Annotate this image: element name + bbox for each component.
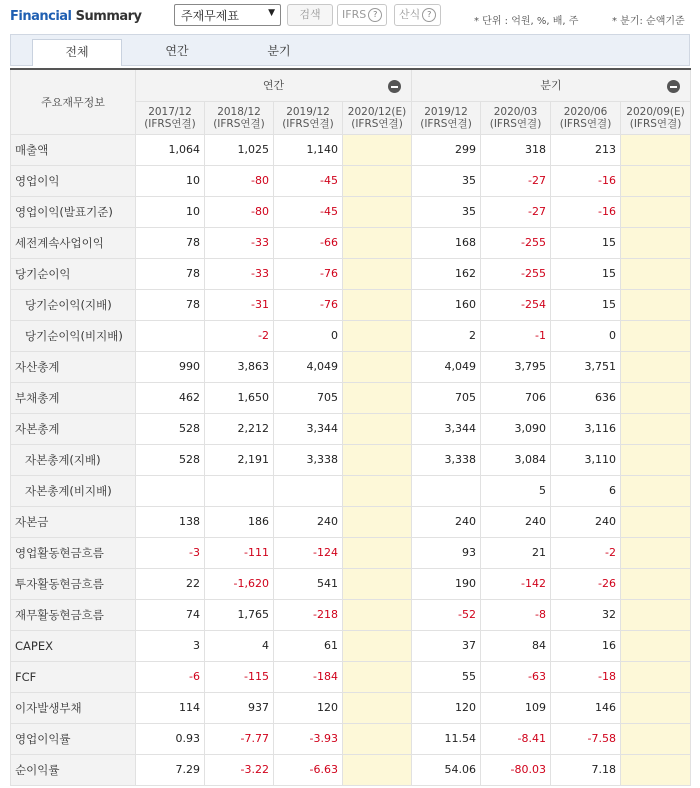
table-cell: 55 (412, 661, 481, 692)
table-cell (621, 413, 691, 444)
table-cell: -1 (481, 320, 551, 351)
table-cell: 3 (136, 630, 205, 661)
table-cell: 706 (481, 382, 551, 413)
table-cell: 3,795 (481, 351, 551, 382)
table-row (11, 289, 691, 320)
table-cell: 168 (412, 227, 481, 258)
table-row (11, 351, 691, 382)
table-row (11, 754, 691, 785)
table-cell: -16 (551, 165, 621, 196)
row-label[interactable]: 자본총계(비지배) (11, 475, 136, 506)
table-cell (274, 475, 343, 506)
group-header-quarter (412, 69, 691, 101)
table-cell: -80 (205, 165, 274, 196)
table-cell: 190 (412, 568, 481, 599)
table-cell: -26 (551, 568, 621, 599)
table-row (11, 227, 691, 258)
table-cell (621, 692, 691, 723)
table-cell: 937 (205, 692, 274, 723)
table-cell: 120 (412, 692, 481, 723)
table-cell (343, 289, 412, 320)
column-header (136, 101, 205, 134)
table-cell: -45 (274, 196, 343, 227)
table-cell: 3,090 (481, 413, 551, 444)
table-cell: 35 (412, 165, 481, 196)
row-label[interactable]: CAPEX (11, 630, 136, 661)
row-label[interactable]: 당기순이익(비지배) (11, 320, 136, 351)
table-cell: 138 (136, 506, 205, 537)
table-cell: 4,049 (274, 351, 343, 382)
table-cell: 3,338 (274, 444, 343, 475)
table-row (11, 630, 691, 661)
row-label[interactable]: 자본금 (11, 506, 136, 537)
table-cell (621, 599, 691, 630)
unit-note: * 단위 : 억원, %, 배, 주 (474, 16, 579, 27)
table-cell: 213 (551, 134, 621, 165)
table-cell: 54.06 (412, 754, 481, 785)
table-cell (621, 723, 691, 754)
table-cell: 162 (412, 258, 481, 289)
column-period: 2020/12(E) (347, 105, 407, 118)
table-cell (621, 258, 691, 289)
table-row (11, 165, 691, 196)
table-cell: -80.03 (481, 754, 551, 785)
table-row (11, 568, 691, 599)
table-cell (136, 475, 205, 506)
table-cell: -18 (551, 661, 621, 692)
table-cell: 22 (136, 568, 205, 599)
table-cell: 240 (274, 506, 343, 537)
row-label[interactable]: 영업이익 (11, 165, 136, 196)
question-icon: ? (422, 8, 436, 22)
table-cell: 0.93 (136, 723, 205, 754)
page-title (10, 9, 142, 24)
table-cell (621, 568, 691, 599)
statement-select-value: 주재무제표 (181, 9, 239, 23)
table-cell: -255 (481, 227, 551, 258)
table-cell: -63 (481, 661, 551, 692)
table-cell: 32 (551, 599, 621, 630)
question-icon: ? (368, 8, 382, 22)
table-row (11, 444, 691, 475)
table-cell (343, 258, 412, 289)
column-period: 2017/12 (148, 105, 192, 118)
table-cell: 1,765 (205, 599, 274, 630)
column-period: 2018/12 (217, 105, 261, 118)
table-cell: 1,064 (136, 134, 205, 165)
table-cell: 120 (274, 692, 343, 723)
column-basis: (IFRS연결) (213, 117, 265, 130)
table-cell: 35 (412, 196, 481, 227)
column-header (205, 101, 274, 134)
financial-summary-table (10, 68, 691, 786)
table-row (11, 134, 691, 165)
column-header (274, 101, 343, 134)
table-cell: -31 (205, 289, 274, 320)
table-cell: 528 (136, 413, 205, 444)
table-cell: 15 (551, 258, 621, 289)
table-cell: 3,084 (481, 444, 551, 475)
table-cell: 299 (412, 134, 481, 165)
table-row (11, 506, 691, 537)
basis-note: * 분기: 순액기준 (612, 16, 685, 27)
table-cell (343, 537, 412, 568)
table-cell: 10 (136, 165, 205, 196)
column-period: 2020/06 (563, 105, 608, 118)
table-cell: 78 (136, 258, 205, 289)
table-cell: 21 (481, 537, 551, 568)
table-cell: 240 (551, 506, 621, 537)
table-cell: -255 (481, 258, 551, 289)
group-header-annual (136, 69, 412, 101)
table-row (11, 475, 691, 506)
table-cell: -6.63 (274, 754, 343, 785)
table-cell: -184 (274, 661, 343, 692)
table-cell (343, 134, 412, 165)
table-cell: -33 (205, 227, 274, 258)
table-cell: 0 (274, 320, 343, 351)
table-row (11, 320, 691, 351)
table-cell: 2,212 (205, 413, 274, 444)
table-cell: 10 (136, 196, 205, 227)
column-header (481, 101, 551, 134)
table-cell: 3,116 (551, 413, 621, 444)
table-cell: -76 (274, 258, 343, 289)
table-cell (621, 382, 691, 413)
table-cell (343, 382, 412, 413)
row-label[interactable]: 자본총계 (11, 413, 136, 444)
table-cell: 78 (136, 289, 205, 320)
table-cell: -254 (481, 289, 551, 320)
table-cell: -2 (551, 537, 621, 568)
row-label[interactable]: 당기순이익 (11, 258, 136, 289)
table-cell: 78 (136, 227, 205, 258)
tab-all[interactable]: 전체 (32, 39, 122, 66)
table-cell (621, 165, 691, 196)
column-header (412, 101, 481, 134)
table-cell: 37 (412, 630, 481, 661)
column-basis: (IFRS연결) (351, 117, 403, 130)
statement-select[interactable] (174, 4, 281, 26)
table-cell: 705 (274, 382, 343, 413)
table-row (11, 196, 691, 227)
table-cell (621, 475, 691, 506)
table-row (11, 258, 691, 289)
table-cell (621, 227, 691, 258)
table-cell: 990 (136, 351, 205, 382)
corner-label: 주요재무정보 (11, 69, 136, 134)
table-cell: 15 (551, 227, 621, 258)
table-cell: -6 (136, 661, 205, 692)
table-cell (621, 444, 691, 475)
row-label[interactable]: 순이익률 (11, 754, 136, 785)
table-cell (343, 692, 412, 723)
table-cell: 11.54 (412, 723, 481, 754)
table-cell: 16 (551, 630, 621, 661)
table-row (11, 692, 691, 723)
table-cell: 5 (481, 475, 551, 506)
table-cell: 74 (136, 599, 205, 630)
table-cell: 3,110 (551, 444, 621, 475)
collapse-quarter-icon[interactable] (667, 80, 680, 93)
table-cell: -124 (274, 537, 343, 568)
table-cell: -52 (412, 599, 481, 630)
table-cell: -76 (274, 289, 343, 320)
title-part1: Financial (10, 9, 72, 24)
column-basis: (IFRS연결) (420, 117, 472, 130)
column-header (551, 101, 621, 134)
table-cell: 146 (551, 692, 621, 723)
ifrs-help-button[interactable] (337, 4, 387, 26)
group-quarter-label: 분기 (540, 79, 562, 93)
table-cell (343, 630, 412, 661)
table-cell: 240 (412, 506, 481, 537)
table-cell (621, 661, 691, 692)
table-cell (343, 661, 412, 692)
row-label[interactable]: FCF (11, 661, 136, 692)
row-label[interactable]: 영업이익률 (11, 723, 136, 754)
column-basis: (IFRS연결) (489, 117, 542, 130)
group-annual-label: 연간 (262, 79, 285, 93)
table-cell (621, 537, 691, 568)
table-cell (621, 754, 691, 785)
table-cell: 3,338 (412, 444, 481, 475)
table-row (11, 413, 691, 444)
table-cell (621, 630, 691, 661)
table-cell (343, 475, 412, 506)
table-row (11, 382, 691, 413)
table-cell (343, 506, 412, 537)
row-label[interactable]: 자산총계 (11, 351, 136, 382)
row-label[interactable]: 재무활동현금흐름 (11, 599, 136, 630)
table-cell: -7.77 (205, 723, 274, 754)
table-cell (343, 723, 412, 754)
column-basis: (IFRS연결) (282, 117, 334, 130)
table-cell: 114 (136, 692, 205, 723)
tab-annual[interactable]: 연간 (165, 44, 189, 58)
table-row (11, 599, 691, 630)
table-cell: -16 (551, 196, 621, 227)
table-cell: 84 (481, 630, 551, 661)
table-cell: 186 (205, 506, 274, 537)
table-cell (343, 599, 412, 630)
row-label[interactable]: 투자활동현금흐름 (11, 568, 136, 599)
column-basis: (IFRS연결) (144, 117, 196, 130)
table-cell: 318 (481, 134, 551, 165)
table-row (11, 537, 691, 568)
table-cell: -33 (205, 258, 274, 289)
table-cell: 7.29 (136, 754, 205, 785)
table-cell: -7.58 (551, 723, 621, 754)
table-cell: -3.22 (205, 754, 274, 785)
chevron-down-icon: ▼ (268, 8, 275, 18)
table-cell (621, 320, 691, 351)
column-period: 2020/09(E) (626, 105, 685, 118)
table-cell: 61 (274, 630, 343, 661)
table-cell (205, 475, 274, 506)
table-cell (343, 754, 412, 785)
ifrs-label: IFRS (342, 8, 367, 21)
column-header (621, 101, 691, 134)
table-cell: 705 (412, 382, 481, 413)
table-cell: -1,620 (205, 568, 274, 599)
column-basis: (IFRS연결) (629, 117, 682, 130)
table-cell (621, 351, 691, 382)
table-cell: -66 (274, 227, 343, 258)
table-cell (343, 413, 412, 444)
table-cell (343, 320, 412, 351)
table-cell: -45 (274, 165, 343, 196)
table-cell: -142 (481, 568, 551, 599)
table-cell: -80 (205, 196, 274, 227)
tab-quarter[interactable]: 분기 (267, 44, 291, 58)
column-period: 2019/12 (424, 105, 468, 118)
table-cell: 6 (551, 475, 621, 506)
table-cell: 4,049 (412, 351, 481, 382)
table-cell: 2 (412, 320, 481, 351)
search-button[interactable]: 검색 (287, 4, 333, 26)
table-cell: 1,025 (205, 134, 274, 165)
table-cell (343, 196, 412, 227)
table-cell: 4 (205, 630, 274, 661)
period-tabs (10, 34, 690, 66)
table-cell (343, 165, 412, 196)
table-cell: 462 (136, 382, 205, 413)
table-cell (343, 568, 412, 599)
table-cell: -27 (481, 196, 551, 227)
table-cell: 528 (136, 444, 205, 475)
table-cell: 7.18 (551, 754, 621, 785)
formula-help-button[interactable] (394, 4, 441, 26)
row-label[interactable]: 당기순이익(지배) (11, 289, 136, 320)
table-row (11, 661, 691, 692)
table-cell (621, 506, 691, 537)
column-period: 2020/03 (493, 105, 538, 118)
row-label[interactable]: 영업활동현금흐름 (11, 537, 136, 568)
table-cell: 240 (481, 506, 551, 537)
row-label[interactable]: 세전계속사업이익 (11, 227, 136, 258)
table-cell: -111 (205, 537, 274, 568)
table-cell (136, 320, 205, 351)
title-part2: Summary (75, 9, 142, 24)
table-cell: -115 (205, 661, 274, 692)
collapse-annual-icon[interactable] (388, 80, 401, 93)
table-cell: -218 (274, 599, 343, 630)
table-cell (412, 475, 481, 506)
table-cell: 109 (481, 692, 551, 723)
top-bar (0, 0, 700, 34)
row-label[interactable]: 자본총계(지배) (11, 444, 136, 475)
row-label[interactable]: 영업이익(발표기준) (11, 196, 136, 227)
column-basis: (IFRS연결) (559, 117, 612, 130)
table-cell: -3.93 (274, 723, 343, 754)
formula-label: 산식 (399, 8, 421, 21)
table-cell: -8.41 (481, 723, 551, 754)
table-cell: 1,140 (274, 134, 343, 165)
row-label[interactable]: 부채총계 (11, 382, 136, 413)
table-cell: -27 (481, 165, 551, 196)
table-cell: 3,344 (412, 413, 481, 444)
table-cell: 3,344 (274, 413, 343, 444)
table-cell (343, 351, 412, 382)
column-period: 2019/12 (286, 105, 330, 118)
column-header (343, 101, 412, 134)
table-cell (621, 289, 691, 320)
table-cell: 15 (551, 289, 621, 320)
table-cell: 3,751 (551, 351, 621, 382)
table-cell: 93 (412, 537, 481, 568)
table-cell (621, 134, 691, 165)
table-cell: 636 (551, 382, 621, 413)
row-label[interactable]: 이자발생부채 (11, 692, 136, 723)
table-cell: 3,863 (205, 351, 274, 382)
row-label[interactable]: 매출액 (11, 134, 136, 165)
table-cell: -2 (205, 320, 274, 351)
table-cell: 1,650 (205, 382, 274, 413)
table-cell: 541 (274, 568, 343, 599)
table-cell: 160 (412, 289, 481, 320)
table-cell: 0 (551, 320, 621, 351)
table-row (11, 723, 691, 754)
table-cell (621, 196, 691, 227)
table-cell: -3 (136, 537, 205, 568)
table-cell: 2,191 (205, 444, 274, 475)
table-cell: -8 (481, 599, 551, 630)
table-cell (343, 444, 412, 475)
table-cell (343, 227, 412, 258)
